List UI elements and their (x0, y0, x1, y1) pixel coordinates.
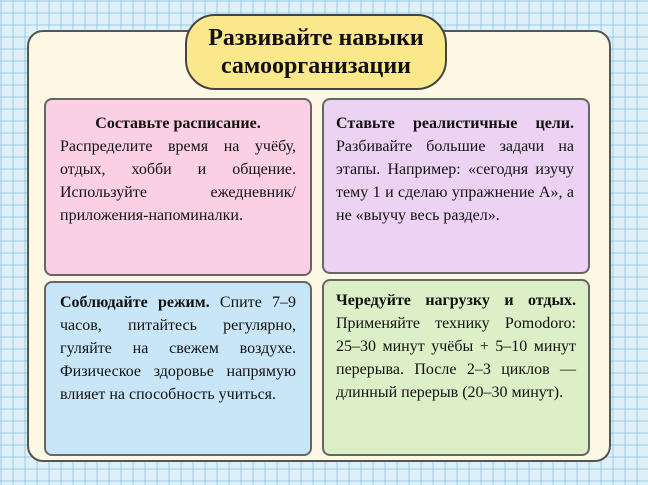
tip-text: Применяйте технику Pomodoro: 25–30 минут учёбы + 5–10 минут перерыва. После 2–3 циклов — длинный перерыв (20–30 минут). (336, 315, 576, 401)
tip-paragraph (60, 291, 296, 406)
tip-text: Разбивайте большие задачи на этапы. Например: «сегодня изучу тему 1 и сделаю упражнение А», а не «выучу весь раздел». (336, 138, 574, 224)
tip-card-pomodoro (322, 279, 590, 456)
poster-title (185, 14, 447, 90)
title-line-1: Развивайте навыки (208, 25, 424, 51)
tip-heading: Составьте расписание. (95, 115, 261, 132)
tip-heading: Чередуйте нагрузку и отдых. (336, 292, 576, 309)
title-line-2: самоорганизации (220, 53, 411, 79)
tip-text: Распределите время на учёбу, отдых, хобби и общение. Используйте ежедневник/приложения-напоминалки. (60, 138, 296, 224)
tip-card-schedule (44, 98, 312, 276)
tip-paragraph (336, 112, 574, 227)
tip-heading: Соблюдайте режим. (60, 294, 210, 311)
tip-heading: Ставьте реалистичные цели. (336, 115, 574, 132)
tip-card-routine (44, 281, 312, 456)
tip-paragraph (336, 289, 576, 404)
tip-card-goals (322, 98, 590, 274)
tip-text: Спите 7–9 часов, питайтесь регулярно, гуляйте на свежем воздухе. Физическое здоровье напрямую влияет на способность учиться. (60, 294, 297, 403)
